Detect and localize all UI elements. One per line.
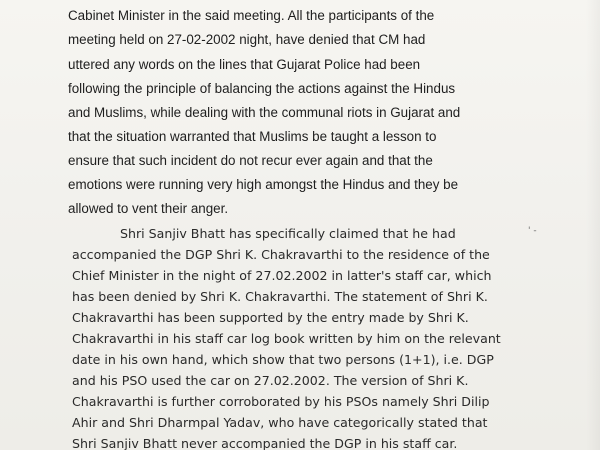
text-line: Chakravarthi is further corroborated by his PSOs namely Shri Dilip <box>72 394 490 409</box>
text-line: Cabinet Minister in the said meeting. All the participants of the <box>68 8 435 23</box>
text-line: emotions were running very high amongst the Hindus and they be <box>68 177 459 192</box>
text-line: Ahir and Shri Dharmpal Yadav, who have categorically stated that <box>72 415 488 430</box>
text-line: Shri Sanjiv Bhatt never accompanied the DGP in his staff car. <box>72 436 458 450</box>
text-line: meeting held on 27-02-2002 night, have denied that CM had <box>68 32 426 47</box>
text-line: Chakravarthi in his staff car log book written by him on the relevant <box>72 331 501 346</box>
text-line: allowed to vent their anger. <box>68 201 229 216</box>
text-line: and his PSO used the car on 27.02.2002. The version of Shri K. <box>72 373 469 388</box>
text-line: uttered any words on the lines that Gujarat Police had been <box>68 57 421 72</box>
text-line: that the situation warranted that Muslims be taught a lesson to <box>68 129 437 144</box>
page-edge-shadow <box>586 0 600 450</box>
text-line: Shri Sanjiv Bhatt has specifically claimed that he had <box>120 226 456 241</box>
text-line: Chakravarthi has been supported by the entry made by Shri K. <box>72 310 469 325</box>
text-line: has been denied by Shri K. Chakravarthi. The statement of Shri K. <box>72 289 488 304</box>
text-line: date in his own hand, which show that two persons (1+1), i.e. DGP <box>72 352 494 367</box>
text-line: ensure that such incident do not recur ever again and that the <box>68 153 433 168</box>
stray-scan-mark: ' - <box>528 226 537 236</box>
text-line: accompanied the DGP Shri K. Chakravarthi to the residence of the <box>72 247 490 262</box>
text-line: and Muslims, while dealing with the communal riots in Gujarat and <box>68 105 461 120</box>
text-line: Chief Minister in the night of 27.02.2002 in latter's staff car, which <box>72 268 492 283</box>
text-line: following the principle of balancing the actions against the Hindus <box>68 81 456 96</box>
